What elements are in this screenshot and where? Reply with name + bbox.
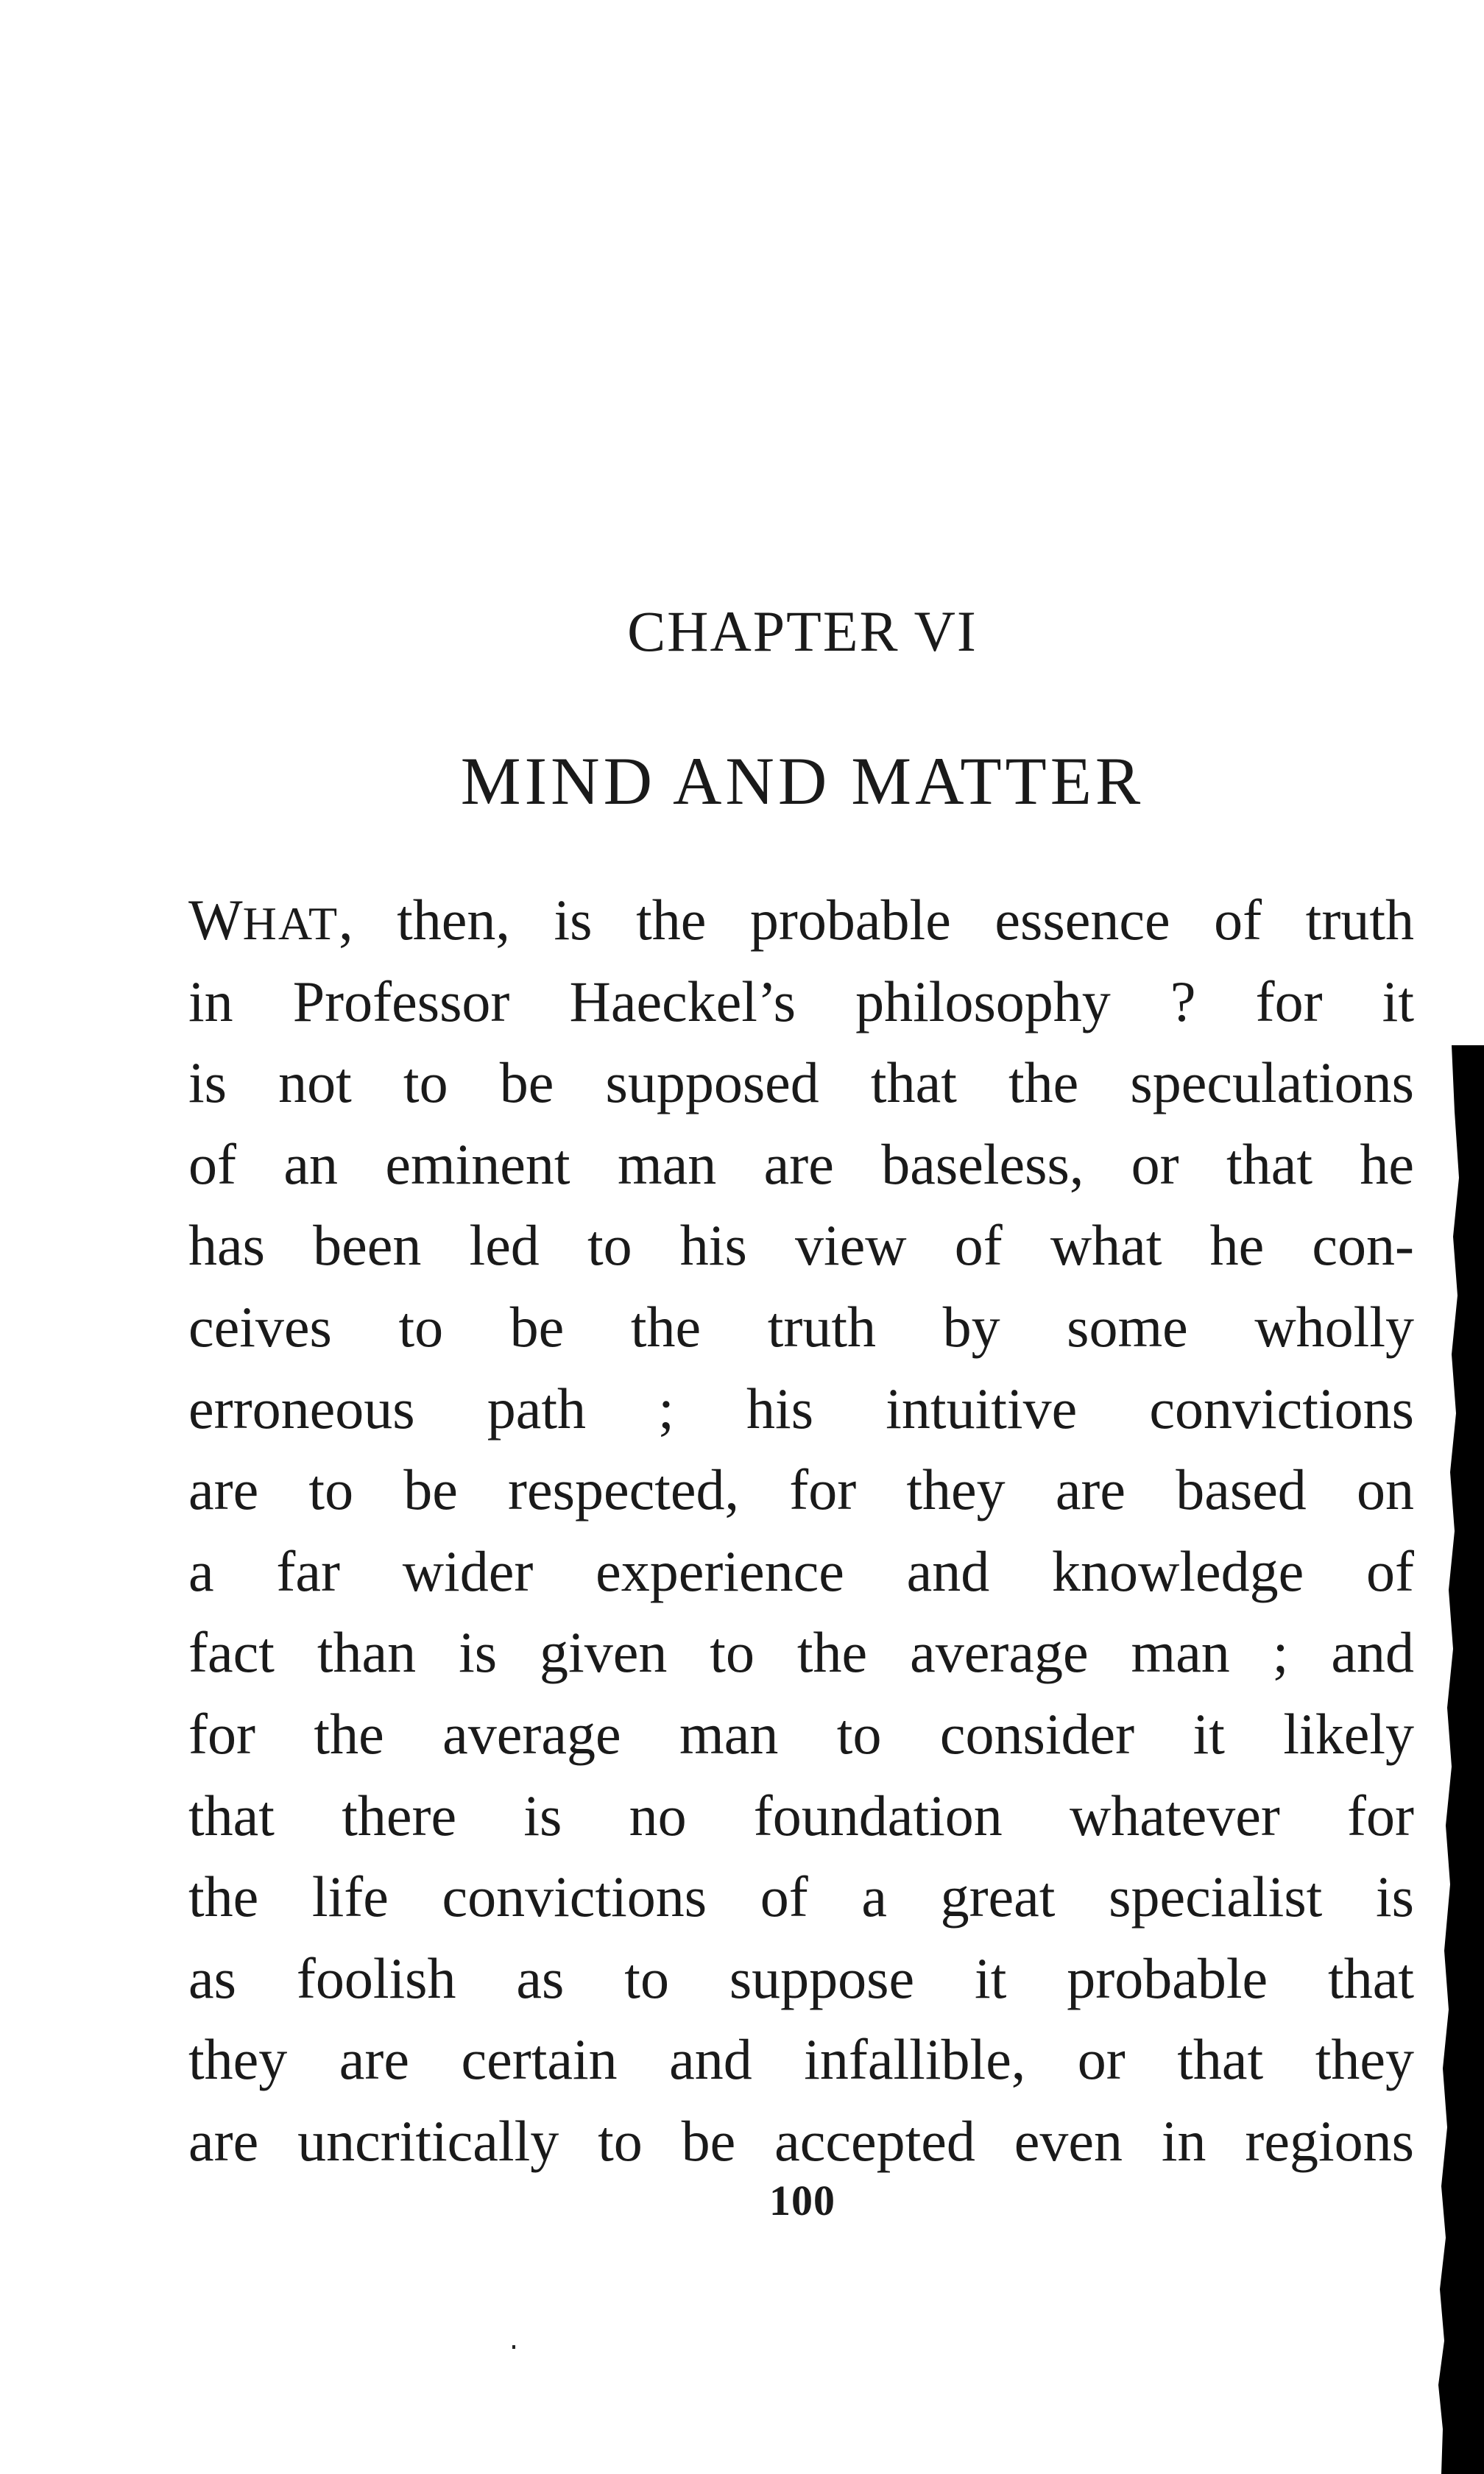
text-line: for the average man to consider it likely [188, 1701, 1414, 1766]
text-line: fact than is given to the average man ; and [188, 1620, 1414, 1685]
text-line: ceives to be the truth by some wholly [188, 1294, 1414, 1359]
small-caps-word: HAT [242, 897, 339, 950]
text-line: are uncritically to be accepted even in regions [188, 2108, 1414, 2173]
body-text [188, 880, 1414, 2183]
text-line: is not to be supposed that the speculations [188, 1050, 1414, 1115]
page-number: 100 [769, 2177, 835, 2224]
text-line: in Professor Haeckel’s philosophy ? for it [188, 969, 1414, 1033]
edge-shadow-shape [1438, 1045, 1484, 2474]
text-line: has been led to his view of what he con- [188, 1213, 1414, 1278]
text-line: a far wider experience and knowledge of [188, 1538, 1414, 1603]
text-line [188, 880, 1414, 961]
text-line: are to be respected, for they are based on [188, 1457, 1414, 1522]
text-line-rest: , then, is the probable essence of truth [339, 888, 1414, 952]
text-line: the life convictions of a great specialist is [188, 1865, 1414, 1929]
text-line: as foolish as to suppose it probable that [188, 1945, 1414, 2010]
drop-initial: W [188, 888, 243, 952]
text-line: of an eminent man are baseless, or that he [188, 1131, 1414, 1196]
page-edge-shadow [1437, 1045, 1484, 2474]
text-line: erroneous path ; his intuitive convictions [188, 1376, 1414, 1441]
ink-speck [512, 2345, 515, 2349]
text-line: they are certain and infallible, or that they [188, 2027, 1414, 2092]
chapter-title: MIND AND MATTER [460, 743, 1145, 819]
chapter-number: CHAPTER VI [627, 599, 978, 663]
text-line: that there is no foundation whatever for [188, 1783, 1414, 1848]
